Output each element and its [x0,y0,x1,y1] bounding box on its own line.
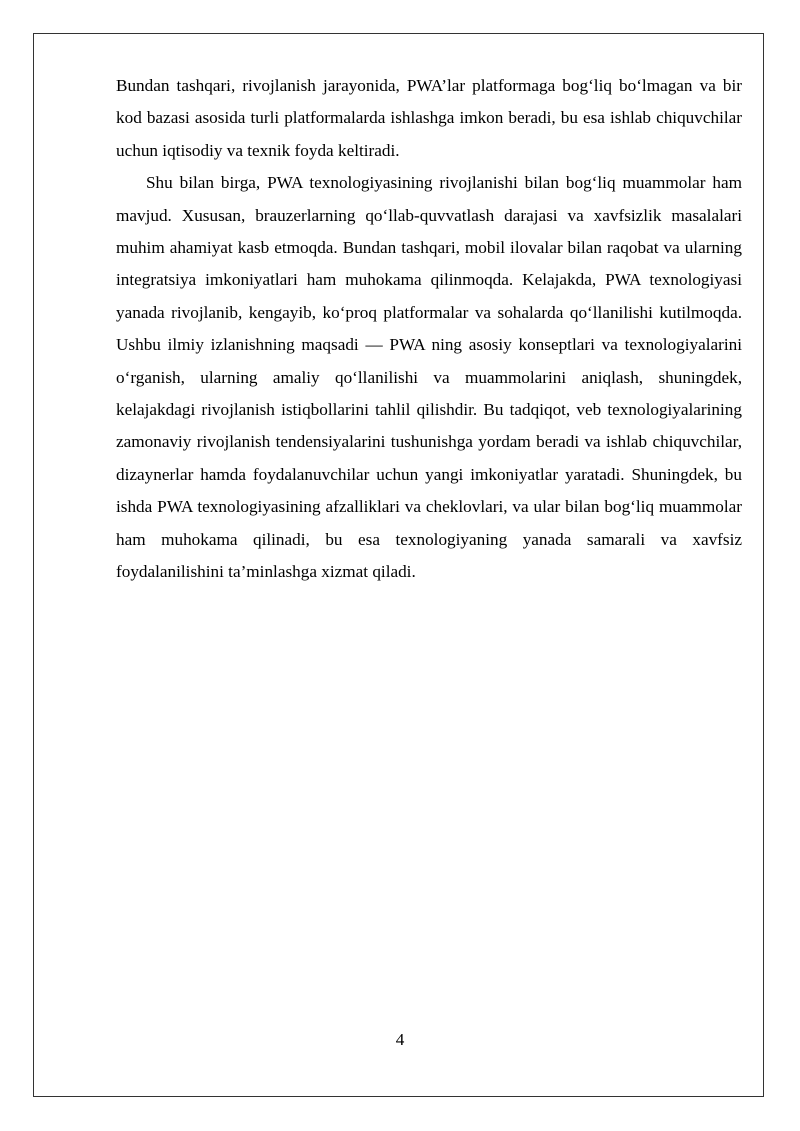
document-body [116,70,742,589]
paragraph-2: Shu bilan birga, PWA texnologiyasining rivojlanishi bilan bog‘liq muammolar ham mavjud. Xususan, brauzerlarning qo‘llab-quvvatlash darajasi va xavfsizlik masalalari muhim ahamiyat kasb etmoqda. Bundan tashqari, mobil ilovalar bilan raqobat va ularning integratsiya imkoniyatlari ham muhokama qilinmoqda. Kelajakda, PWA texnologiyasi yanada rivojlanib, kengayib, ko‘proq platformalar va sohalarda qo‘llanilishi kutilmoqda. Ushbu ilmiy izlanishning maqsadi — PWA ning asosiy konseptlari va texnologiyalarini o‘rganish, ularning amaliy qo‘llanilishi va muammolarini aniqlash, shuningdek, kelajakdagi rivojlanish istiqbollarini tahlil qilishdir. Bu tadqiqot, veb texnologiyalarining zamonaviy rivojlanish tendensiyalarini tushunishga yordam beradi va ishlab chiquvchilar, dizaynerlar hamda foydalanuvchilar uchun yangi imkoniyatlar yaratadi. Shuningdek, bu ishda PWA texnologiyasining afzalliklari va cheklovlari, va ular bilan bog‘liq muammolar ham muhokama qilinadi, bu esa texnologiyaning yanada samarali va xavfsiz foydalanilishini ta’minlashga xizmat qiladi. [116,173,742,582]
page-number: 4 [395,1030,405,1049]
paragraph-1: Bundan tashqari, rivojlanish jarayonida, PWA’lar platformaga bog‘liq bo‘lmagan va bir kod bazasi asosida turli platformalarda ishlashga imkon beradi, bu esa ishlab chiquvchilar uchun iqtisodiy va texnik foyda keltiradi. [116,76,742,160]
